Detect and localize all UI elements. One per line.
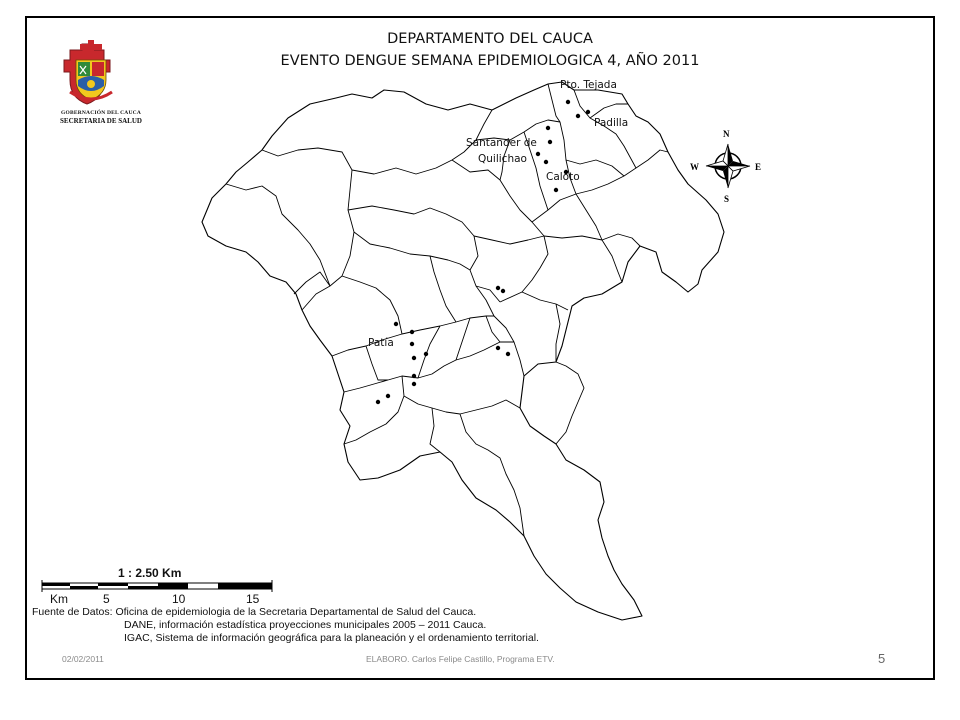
label-caloto: Caloto	[546, 171, 580, 183]
label-pto-tejada: Pto. Tejada	[560, 79, 617, 91]
logo-line-1: GOBERNACIÓN DEL CAUCA	[61, 110, 141, 116]
case-point	[536, 152, 540, 156]
case-point	[394, 322, 398, 326]
page-number: 5	[878, 651, 886, 666]
scale-ratio: 1 : 2.50 Km	[118, 566, 182, 580]
source-line-1: Fuente de Datos: Oficina de epidemiologia de la Secretaria Departamental de Salud del Cauca.	[32, 606, 477, 618]
scale-bar	[42, 580, 272, 592]
case-point	[501, 289, 505, 293]
case-point	[410, 330, 414, 334]
case-point	[496, 346, 500, 350]
department-outline	[202, 82, 724, 620]
label-patia: Patía	[368, 337, 394, 349]
case-point	[412, 382, 416, 386]
compass-w: W	[690, 162, 699, 172]
compass-n: N	[723, 129, 730, 139]
case-point	[386, 394, 390, 398]
case-point	[544, 160, 548, 164]
scale-tick-5: 5	[103, 592, 110, 606]
label-padilla: Padilla	[594, 117, 629, 129]
label-quilichao: Quilichao	[478, 153, 527, 165]
case-point	[548, 140, 552, 144]
case-point	[424, 352, 428, 356]
label-santander: Santander de	[466, 137, 537, 149]
data-sources	[32, 606, 539, 645]
title-line-2: EVENTO DENGUE SEMANA EPIDEMIOLOGICA 4, AÑO 2011	[280, 53, 700, 69]
scale-tick-15: 15	[246, 592, 260, 606]
scale-tick-10: 10	[172, 592, 186, 606]
compass-rose-icon	[690, 129, 761, 204]
case-point	[412, 374, 416, 378]
logo-caption	[46, 110, 156, 125]
footer-author: ELABORO. Carlos Felipe Castillo, Programa ETV.	[366, 654, 555, 664]
gobernacion-coat-of-arms-icon	[64, 40, 112, 104]
case-point	[566, 100, 570, 104]
case-point	[546, 126, 550, 130]
case-point	[412, 356, 416, 360]
footer-date: 02/02/2011	[62, 654, 104, 664]
logo-line-2: SECRETARIA DE SALUD	[60, 117, 142, 125]
case-point	[586, 110, 590, 114]
case-point	[376, 400, 380, 404]
case-point	[410, 342, 414, 346]
compass-e: E	[755, 162, 762, 172]
compass-s: S	[724, 194, 730, 204]
source-line-2: DANE, información estadística proyecciones municipales 2005 – 2011 Cauca.	[124, 619, 487, 631]
case-point	[496, 286, 500, 290]
scale-tick-unit: Km	[50, 592, 68, 606]
case-point	[506, 352, 510, 356]
municipal-boundaries	[226, 84, 668, 536]
source-line-3: IGAC, Sistema de información geográfica para la planeación y el ordenamiento territorial.	[124, 632, 539, 644]
title-line-1: DEPARTAMENTO DEL CAUCA	[387, 31, 593, 47]
case-point	[554, 188, 558, 192]
case-point	[576, 114, 580, 118]
